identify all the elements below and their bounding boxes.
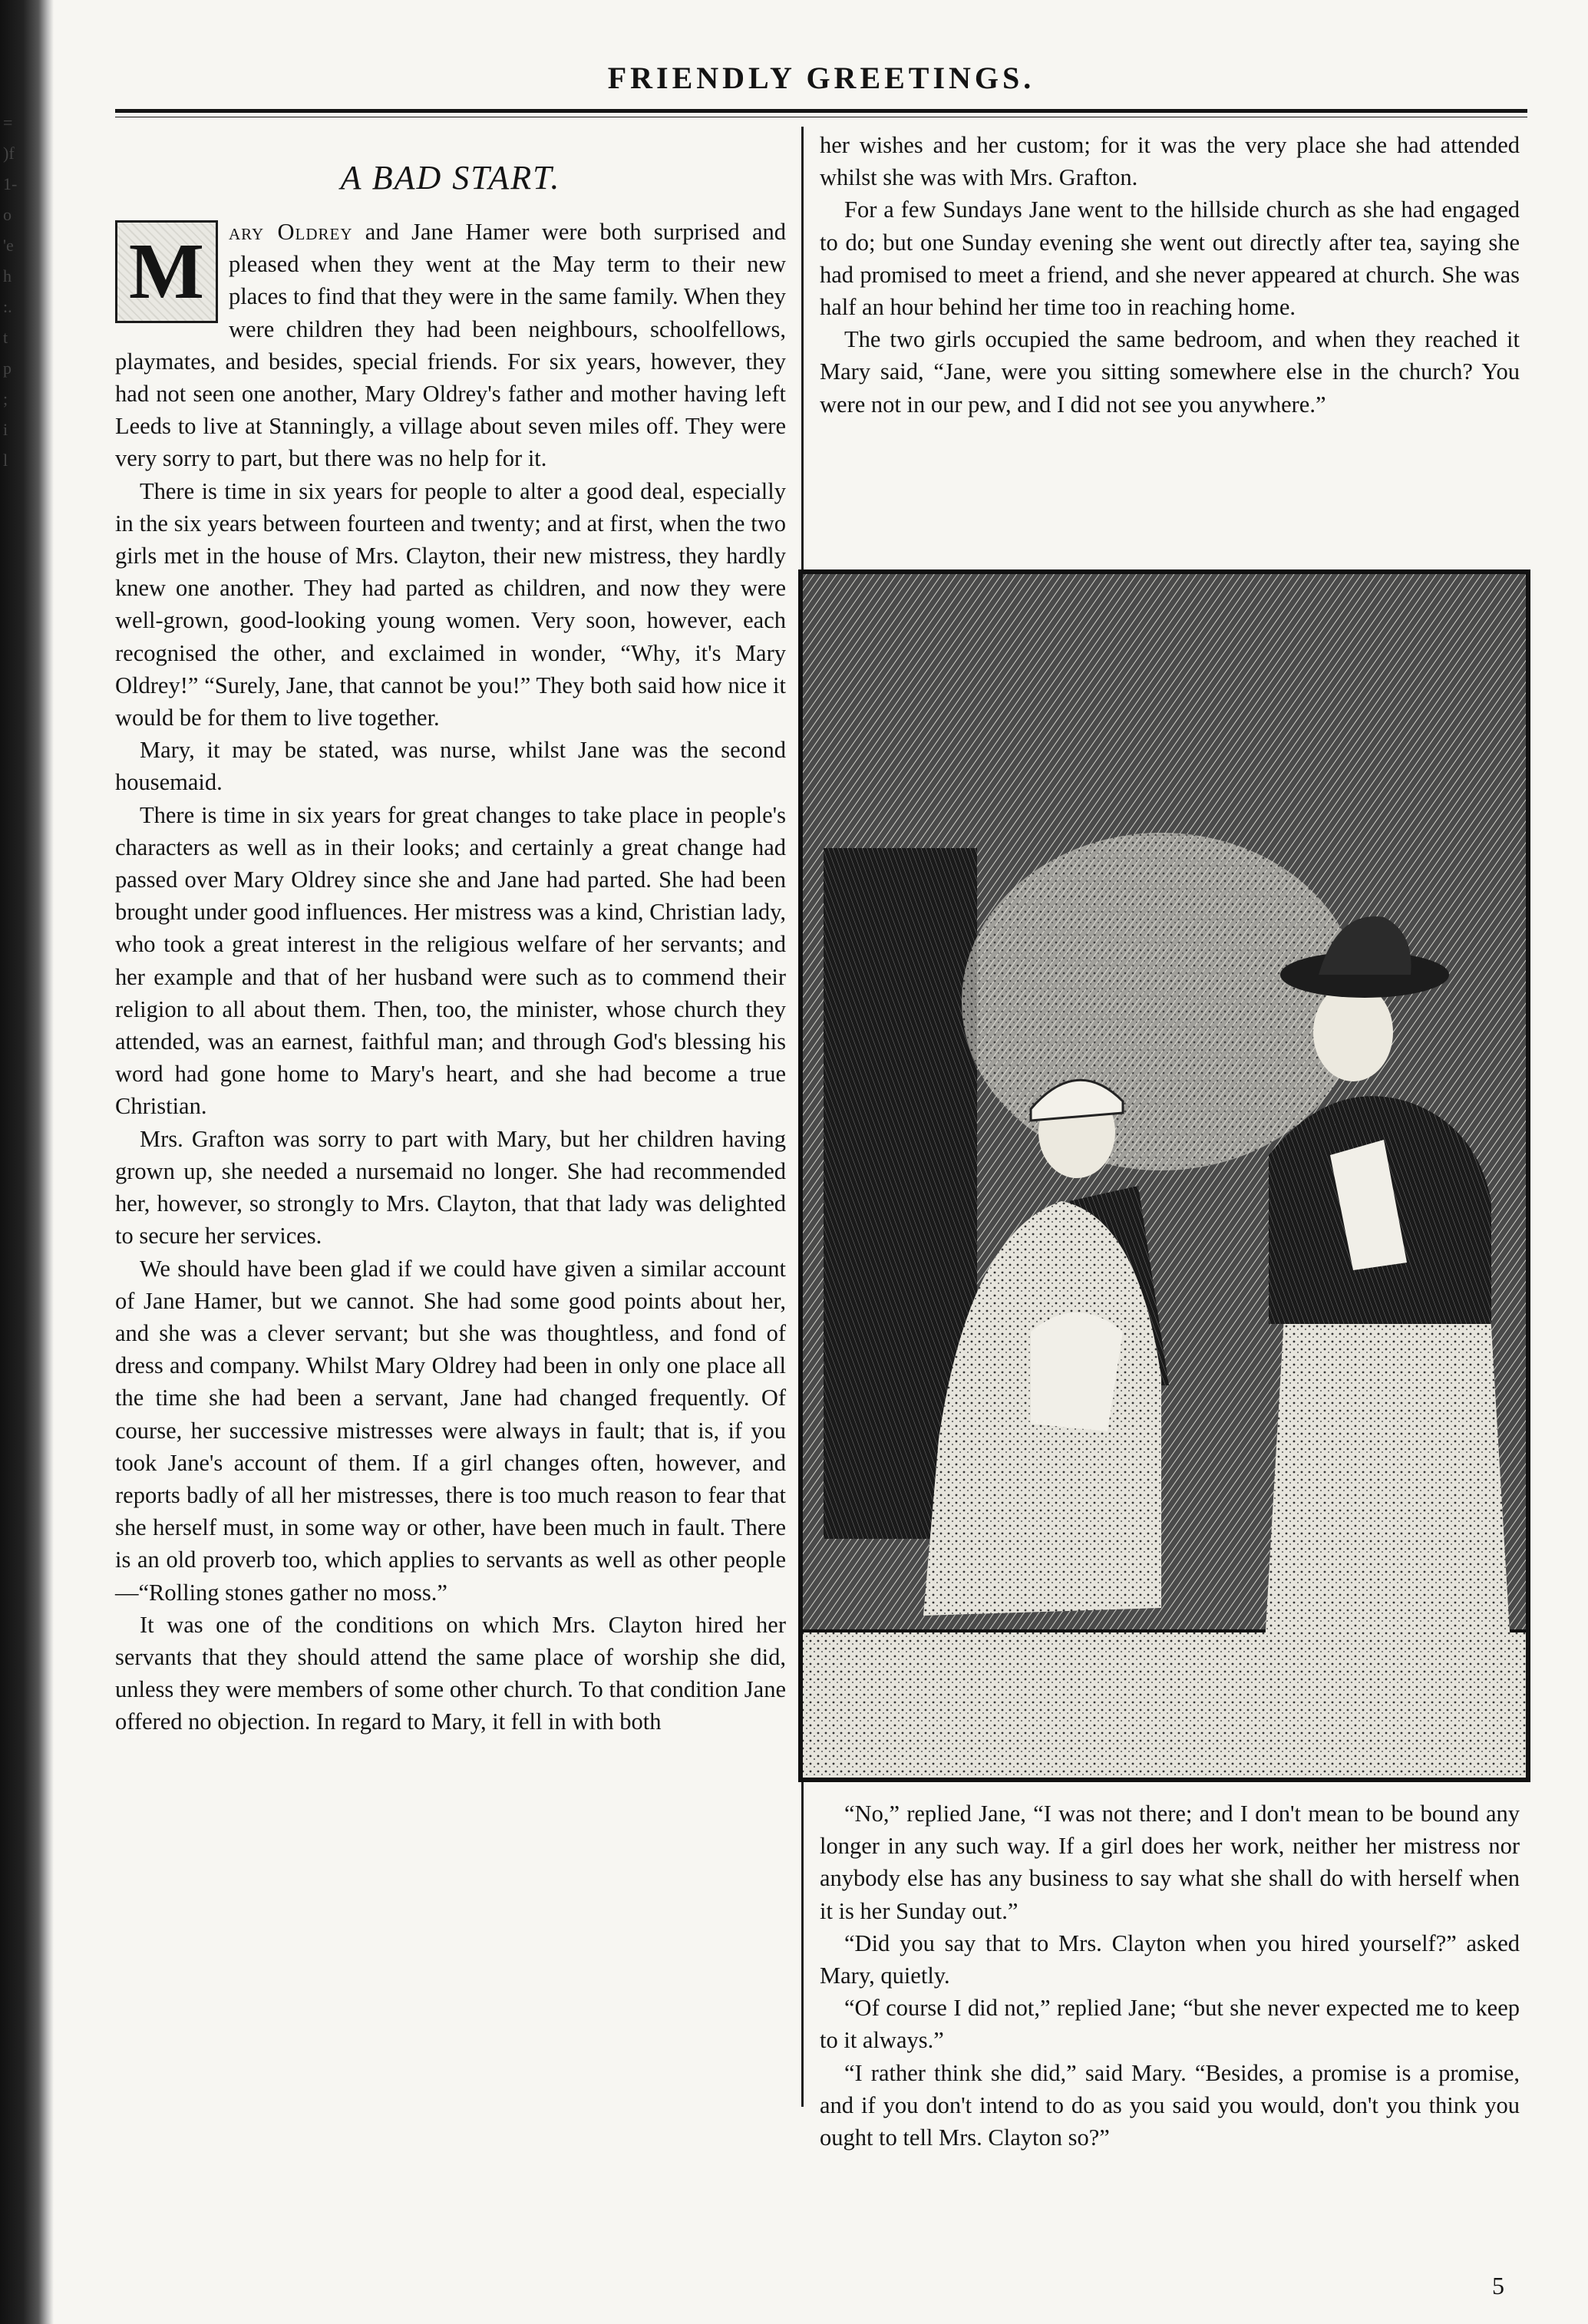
- paragraph-text: and Jane Hamer were both surprised and pleased when they went at the May term to their new places to find that they were in the same family. When they were children they had been neighbours, schoolfellows, playmates, and besides, special friends. For six years, however, they had not seen one another, Mary Oldrey's father and mother having left Leeds to live at Stanningly, a village about seven miles off. They were very sorry to part, but there was no help for it.: [115, 219, 786, 472]
- margin-fragment: t: [3, 328, 8, 347]
- paragraph: [115, 216, 786, 475]
- margin-fragment: p: [3, 358, 12, 378]
- header-rule: [115, 109, 1527, 113]
- margin-fragment: =: [3, 113, 13, 132]
- paragraph: “Did you say that to Mrs. Clayton when you hired yourself?” asked Mary, quietly.: [820, 1930, 1520, 1989]
- margin-fragment: i: [3, 420, 8, 439]
- drop-cap-ornament: M: [115, 220, 218, 323]
- paragraph: There is time in six years for great changes to take place in people's characters as well as in their looks; and certainly a great change had passed over Mary Oldrey since she and Jane had parted. She had been brought under good influences. Her mistress was a kind, Christian lady, who took a great interest in the religious welfare of her servants; and her example and that of her husband were such as to commend their religion to all about them. Then, too, the minister, whose church they attended, was an earnest, faithful man; and through God's blessing his word had gone home to Mary's heart, and she had become a true Christian.: [115, 801, 786, 1120]
- right-column-bottom: [820, 1797, 1520, 2154]
- paragraph: For a few Sundays Jane went to the hillside church as she had engaged to do; but one Sunday evening she went out directly after tea, saying she had promised to meet a friend, and she never appeared at church. She was half an hour behind her time too in reaching home.: [820, 196, 1520, 321]
- paragraph: Mary, it may be stated, was nurse, whilst Jane was the second housemaid.: [115, 737, 786, 796]
- margin-fragment: 'e: [3, 236, 14, 255]
- paragraph: The two girls occupied the same bedroom, and when they reached it Mary said, “Jane, were you sitting somewhere else in the church? You were not in our pew, and I did not see you anywhere.”: [820, 326, 1520, 418]
- paragraph: “I rather think she did,” said Mary. “Besides, a promise is a promise, and if you don't intend to do as you said you would, don't you think you ought to tell Mrs. Clayton so?”: [820, 2059, 1520, 2151]
- margin-fragment: :.: [3, 297, 12, 316]
- margin-fragment: 1-: [3, 174, 18, 193]
- margin-fragment: h: [3, 266, 12, 286]
- margin-fragments: [3, 107, 34, 476]
- engraving-two-maids-icon: [801, 572, 1528, 1780]
- paragraph: We should have been glad if we could have given a similar account of Jane Hamer, but we cannot. She had some good points about her, and she was a clever servant; but she was thoughtless, and fond of dress and company. Whilst Mary Oldrey had been in only one place all the time she had been a servant, Jane had changed frequently. Of course, her successive mistresses were always in fault; that is, if you took Jane's account of them. If a girl changes often, however, and reports badly of all her mistresses, there is too much reason to fear that she herself must, in some way or other, have been much in fault. There is an old proverb too, which applies to servants as well as other people—“Rolling stones gather no moss.”: [115, 1255, 786, 1606]
- margin-fragment: o: [3, 205, 12, 224]
- page-number: 5: [1492, 2272, 1504, 2299]
- paragraph: “No,” replied Jane, “I was not there; and I don't mean to be bound any longer in any such way. If a girl does her work, neither her mistress nor anybody else has any business to say what she shall do with herself when it is her Sunday out.”: [820, 1801, 1520, 1924]
- paragraph: her wishes and her custom; for it was the very place she had attended whilst she was with Mrs. Grafton.: [820, 132, 1520, 191]
- engraving-illustration: [798, 569, 1530, 1782]
- paragraph: There is time in six years for people to alter a good deal, especially in the six years between fourteen and twenty; and at first, when the two girls met in the house of Mrs. Clayton, their new mistress, they hardly knew one another. They had parted as children, and now they were well-grown, good-looking young women. Very soon, however, each recognised the other, and exclaimed in wonder, “Why, it's Mary Oldrey!” “Surely, Jane, that cannot be you!” They both said how nice it would be for them to live together.: [115, 477, 786, 731]
- margin-fragment: ;: [3, 389, 8, 408]
- margin-fragment: l: [3, 451, 8, 470]
- paragraph: Mrs. Grafton was sorry to part with Mary, but her children having grown up, she needed a nursemaid no longer. She had recommended her, however, so strongly to Mrs. Clayton, that that lady was delighted to secure her services.: [115, 1125, 786, 1249]
- paragraph: “Of course I did not,” replied Jane; “but she never expected me to keep to it always.”: [820, 1995, 1520, 2054]
- opening-small-caps: ary Oldrey: [229, 219, 353, 245]
- left-column: [115, 157, 786, 1738]
- article-title: A BAD START.: [340, 159, 561, 196]
- paragraph: It was one of the conditions on which Mrs. Clayton hired her servants that they should attend the same place of worship she did, unless they were members of some other church. To that condition Jane offered no objection. In regard to Mary, it fell in with both: [115, 1611, 786, 1735]
- running-header: FRIENDLY GREETINGS.: [607, 61, 1035, 95]
- right-column-top: [820, 129, 1520, 421]
- margin-fragment: )f: [3, 144, 15, 163]
